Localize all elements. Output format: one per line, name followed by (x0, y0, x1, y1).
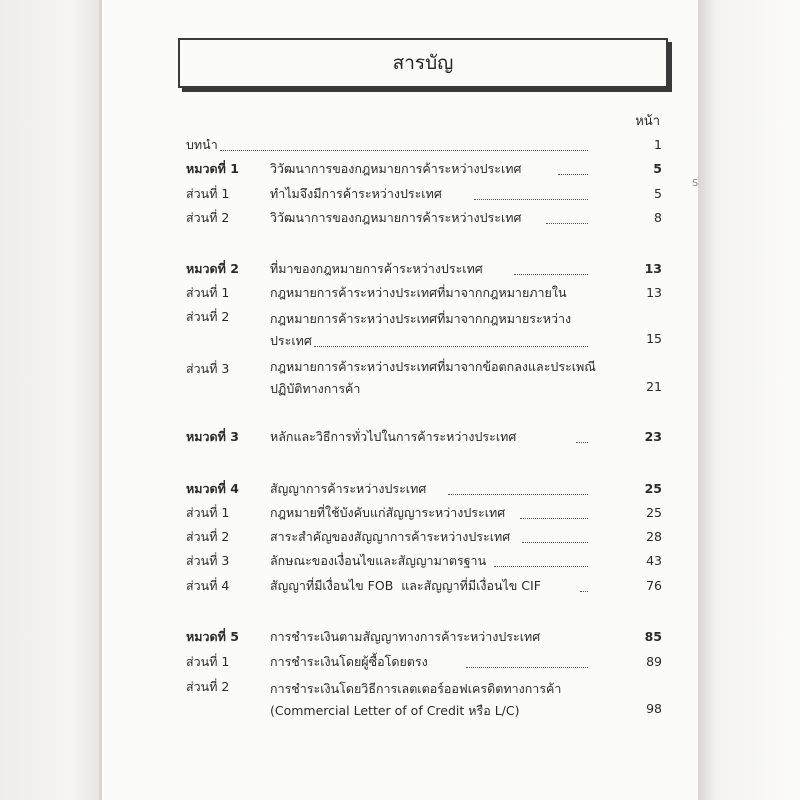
toc-section-title: การชำระเงินโดยวิธีการเลตเตอร์ออฟเครดิตทางการค้า (270, 681, 562, 696)
toc-chapter-title: ที่มาของกฎหมายการค้าระหว่างประเทศ (270, 261, 483, 276)
leader-dots (514, 274, 588, 275)
toc-section-label: ส่วนที่ 2 (186, 309, 230, 324)
toc-section-title: กฎหมายที่ใช้บังคับแก่สัญญาระหว่างประเทศ (270, 505, 506, 520)
leader-dots (520, 518, 588, 519)
leader-dots (580, 591, 588, 592)
toc-section-label: ส่วนที่ 3 (186, 553, 230, 568)
leader-dots (466, 667, 588, 668)
toc-page: 89 (646, 654, 662, 669)
toc-section-label: ส่วนที่ 1 (186, 505, 230, 520)
toc-section-row (186, 678, 662, 724)
toc-page: 28 (646, 529, 662, 544)
leader-dots (448, 494, 588, 495)
toc-page: 76 (646, 578, 662, 593)
leader-dots (522, 542, 588, 543)
toc-page: 8 (654, 210, 662, 225)
toc-chapter-label: หมวดที่ 2 (186, 261, 239, 276)
leader-dots (576, 442, 588, 443)
toc-section-label: ส่วนที่ 2 (186, 210, 230, 225)
toc-section-label: ส่วนที่ 2 (186, 529, 230, 544)
toc-chapter-title: หลักและวิธีการทั่วไปในการค้าระหว่างประเทศ (270, 429, 517, 444)
leader-dots (220, 150, 588, 151)
toc-page: 1 (654, 137, 662, 152)
toc-section-title-continued: ประเทศ (270, 333, 312, 348)
toc-page: 25 (644, 481, 662, 496)
toc-page: 5 (653, 161, 662, 176)
toc-section-title: สัญญาที่มีเงื่อนไข FOB และสัญญาที่มีเงื่อนไข CIF (270, 578, 541, 593)
toc-section-label: ส่วนที่ 1 (186, 654, 230, 669)
toc-section-title: ทำไมจึงมีการค้าระหว่างประเทศ (270, 186, 442, 201)
toc-section-label: ส่วนที่ 1 (186, 186, 230, 201)
toc-chapter-title: สัญญาการค้าระหว่างประเทศ (270, 481, 427, 496)
toc-section-label: ส่วนที่ 3 (186, 361, 230, 376)
toc-section-row (186, 356, 662, 402)
adjacent-page-right (698, 0, 800, 800)
leader-dots (474, 199, 588, 200)
toc-section-label: ส่วนที่ 4 (186, 578, 230, 593)
toc-section-title: การชำระเงินโดยผู้ซื้อโดยตรง (270, 654, 428, 669)
toc-label: บทนำ (186, 137, 218, 152)
page-column-header: หน้า (635, 114, 660, 129)
toc-section-label: ส่วนที่ 2 (186, 679, 230, 694)
toc-page: 13 (644, 261, 662, 276)
toc-section-title: กฎหมายการค้าระหว่างประเทศที่มาจากกฎหมายระหว่าง (270, 311, 572, 326)
toc-section-title: กฎหมายการค้าระหว่างประเทศที่มาจากกฎหมายภายใน (270, 285, 567, 300)
toc-chapter-label: หมวดที่ 1 (186, 161, 239, 176)
toc-section-title: สาระสำคัญของสัญญาการค้าระหว่างประเทศ (270, 529, 511, 544)
page-title: สารบัญ (178, 38, 668, 88)
leader-dots (558, 174, 588, 175)
toc-page: 43 (646, 553, 662, 568)
toc-section-label: ส่วนที่ 1 (186, 285, 230, 300)
toc-chapter-label: หมวดที่ 5 (186, 629, 239, 644)
edge-mark: S (692, 178, 699, 189)
toc-chapter-title: วิวัฒนาการของกฎหมายการค้าระหว่างประเทศ (270, 161, 522, 176)
leader-dots (314, 346, 588, 347)
toc-page: 25 (646, 505, 662, 520)
toc-section-title: ลักษณะของเงื่อนไขและสัญญามาตรฐาน (270, 553, 487, 568)
toc-page: 85 (644, 629, 662, 644)
toc-section-title: วิวัฒนาการของกฎหมายการค้าระหว่างประเทศ (270, 210, 522, 225)
toc-section-row (186, 308, 662, 354)
toc-chapter-label: หมวดที่ 3 (186, 429, 239, 444)
adjacent-page-left (0, 0, 102, 800)
toc-section-title-continued: (Commercial Letter of of Credit หรือ L/C) (270, 703, 520, 718)
toc-page: 21 (646, 379, 662, 394)
toc-section-title: กฎหมายการค้าระหว่างประเทศที่มาจากข้อตกลงและประเพณี (270, 359, 596, 374)
toc-page: 23 (644, 429, 662, 444)
leader-dots (494, 566, 588, 567)
toc-chapter-label: หมวดที่ 4 (186, 481, 239, 496)
toc-section-title-continued: ปฏิบัติทางการค้า (270, 381, 361, 396)
toc-page: 15 (646, 331, 662, 346)
toc-page: 13 (646, 285, 662, 300)
toc-chapter-title: การชำระเงินตามสัญญาทางการค้าระหว่างประเทศ (270, 629, 541, 644)
leader-dots (546, 223, 588, 224)
toc-page: 5 (654, 186, 662, 201)
toc-page: 98 (646, 701, 662, 716)
